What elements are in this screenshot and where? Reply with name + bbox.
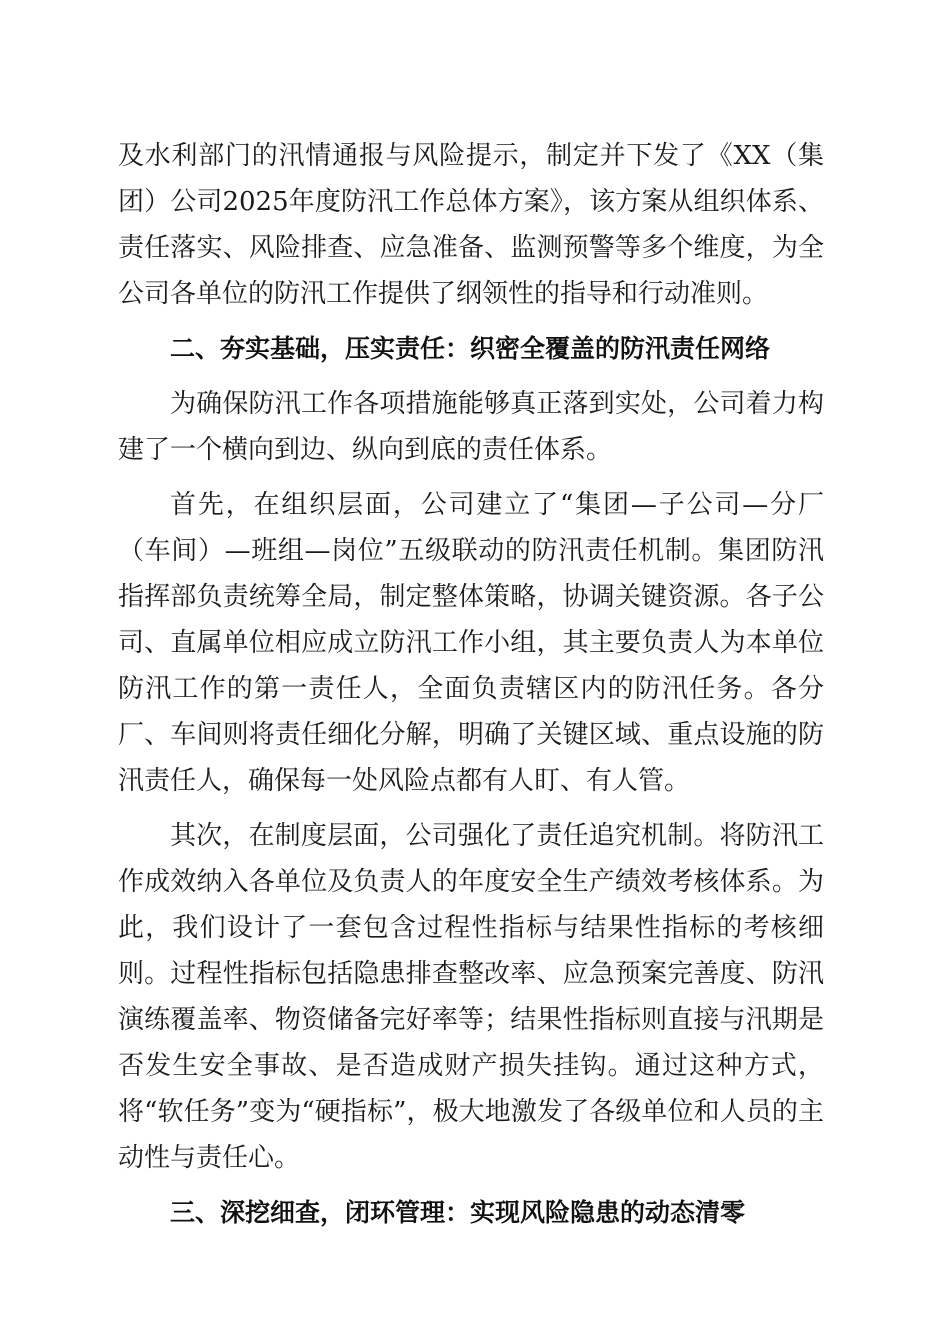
paragraph-organization: 首先，在组织层面，公司建立了“集团—子公司—分厂（车间）—班组—岗位”五级联动的防汛责任机制。集团防汛指挥部负责统筹全局，制定整体策略，协调关键资源。各子公司、直属单位相应成立防汛工作小组，其主要负责人为本单位防汛工作的第一责任人，全面负责辖区内的防汛任务。各分厂、车间则将责任细化分解，明确了关键区域、重点设施的防汛责任人，确保每一处风险点都有人盯、有人管。 [118, 490, 824, 796]
section-heading-2: 二、夯实基础，压实责任：织密全覆盖的防汛责任网络 [170, 334, 771, 363]
paragraph-system: 其次，在制度层面，公司强化了责任追究机制。将防汛工作成效纳入各单位及负责人的年度安全生产绩效考核体系。为此，我们设计了一套包含过程性指标与结果性指标的考核细则。过程性指标包括隐患排查整改率、应急预案完善度、防汛演练覆盖率、物资储备完好率等；结果性指标则直接与汛期是否发生安全事故、是否造成财产损失挂钩。通过这种方式，将“软任务”变为“硬指标”，极大地激发了各级单位和人员的主动性与责任心。 [118, 821, 824, 1173]
paragraph-continued: 及水利部门的汛情通报与风险提示，制定并下发了《XX（集团）公司2025年度防汛工作总体方案》，该方案从组织体系、责任落实、风险排查、应急准备、监测预警等多个维度，为全公司各单位的防汛工作提供了纲领性的指导和行动准则。 [118, 141, 824, 309]
paragraph-intro: 为确保防汛工作各项措施能够真正落到实处，公司着力构建了一个横向到边、纵向到底的责任体系。 [118, 389, 824, 465]
document-body [118, 133, 824, 1245]
section-heading-3: 三、深挖细查，闭环管理：实现风险隐患的动态清零 [170, 1198, 746, 1227]
